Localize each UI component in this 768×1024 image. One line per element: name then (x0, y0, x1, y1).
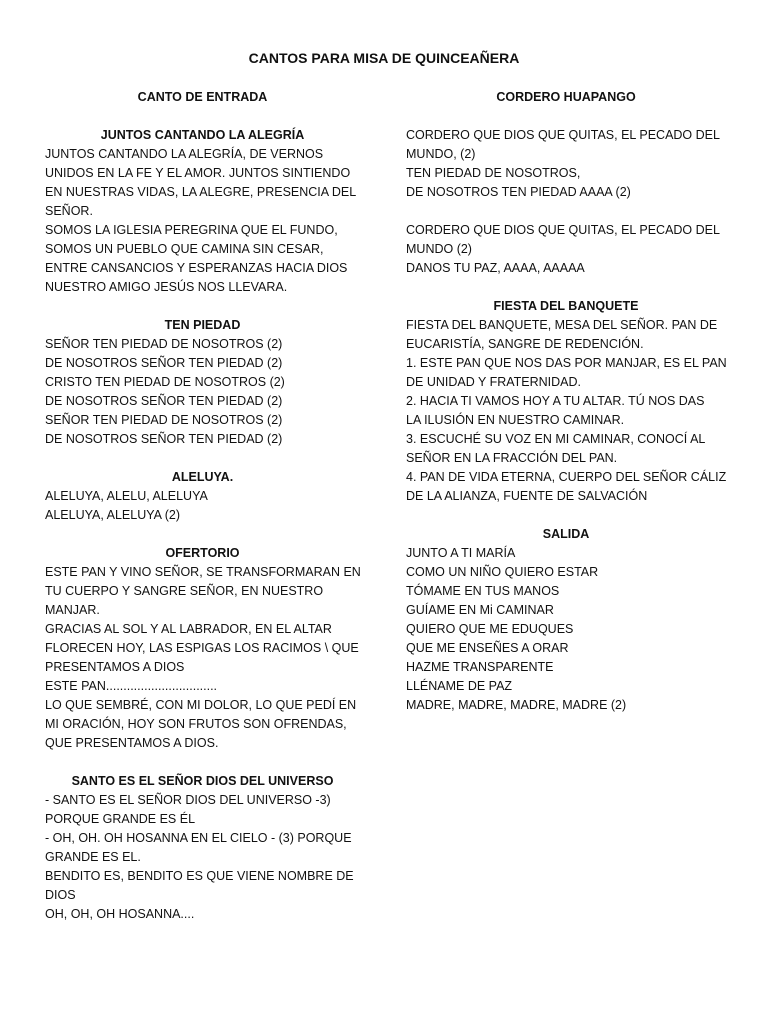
lyric-line: - OH, OH. OH HOSANNA EN EL CIELO - (3) PORQUE (45, 831, 352, 845)
lyric-line: 1. ESTE PAN QUE NOS DAS POR MANJAR, ES EL PAN (406, 356, 727, 370)
lyric-line: GUÍAME EN Mi CAMINAR (406, 603, 554, 617)
lyric-line: TEN PIEDAD DE NOSOTROS, (406, 166, 581, 180)
lyric-line: GRACIAS AL SOL Y AL LABRADOR, EN EL ALTAR (45, 622, 332, 636)
lyric-line: FIESTA DEL BANQUETE, MESA DEL SEÑOR. PAN DE (406, 318, 718, 332)
lyric-line: FLORECEN HOY, LAS ESPIGAS LOS RACIMOS \ QUE (45, 641, 359, 655)
lyric-line: LO QUE SEMBRÉ, CON MI DOLOR, LO QUE PEDÍ EN (45, 698, 357, 712)
lyric-line: SOMOS UN PUEBLO QUE CAMINA SIN CESAR, (45, 242, 324, 256)
lyric-line: DE NOSOTROS SEÑOR TEN PIEDAD (2) (45, 432, 283, 446)
lyric-line: PRESENTAMOS A DIOS (45, 660, 185, 674)
section-heading-ten-piedad: TEN PIEDAD (164, 318, 241, 332)
song-heading-juntos: JUNTOS CANTANDO LA ALEGRÍA (100, 128, 305, 142)
lyrics-salida (406, 544, 726, 715)
lyrics-cordero-2 (406, 221, 726, 278)
lyric-line: SOMOS LA IGLESIA PEREGRINA QUE EL FUNDO, (45, 223, 338, 237)
lyric-line: ESTE PAN................................ (45, 679, 218, 693)
lyric-line: MADRE, MADRE, MADRE, MADRE (2) (406, 698, 627, 712)
lyric-line: SEÑOR TEN PIEDAD DE NOSOTROS (2) (45, 337, 283, 351)
lyrics-cordero-1 (406, 126, 726, 202)
lyric-line: QUE PRESENTAMOS A DIOS. (45, 736, 219, 750)
lyric-line: HAZME TRANSPARENTE (406, 660, 554, 674)
lyrics-aleluya (45, 487, 360, 525)
lyric-line: QUE ME ENSEÑES A ORAR (406, 641, 569, 655)
lyric-line: CORDERO QUE DIOS QUE QUITAS, EL PECADO DEL (406, 128, 720, 142)
lyric-line: UNIDOS EN LA FE Y EL AMOR. JUNTOS SINTIENDO (45, 166, 351, 180)
lyrics-ten-piedad (45, 335, 360, 449)
section-heading-santo: SANTO ES EL SEÑOR DIOS DEL UNIVERSO (71, 774, 334, 788)
lyric-line: 3. ESCUCHÉ SU VOZ EN MI CAMINAR, CONOCÍ AL (406, 432, 706, 446)
lyric-line: ESTE PAN Y VINO SEÑOR, SE TRANSFORMARAN EN (45, 565, 361, 579)
section-heading-salida: SALIDA (542, 527, 590, 541)
lyric-line: ALELUYA, ALELUYA (2) (45, 508, 181, 522)
lyric-line: EN NUESTRAS VIDAS, LA ALEGRE, PRESENCIA DEL (45, 185, 357, 199)
lyric-line: DANOS TU PAZ, AAAA, AAAAA (406, 261, 585, 275)
lyric-line: GRANDE ES EL. (45, 850, 141, 864)
lyric-line: ENTRE CANSANCIOS Y ESPERANZAS HACIA DIOS (45, 261, 348, 275)
lyric-line: NUESTRO AMIGO JESÚS NOS LLEVARA. (45, 280, 288, 294)
lyric-line: BENDITO ES, BENDITO ES QUE VIENE NOMBRE DE (45, 869, 354, 883)
lyric-line: QUIERO QUE ME EDUQUES (406, 622, 574, 636)
left-column (45, 88, 360, 924)
lyric-line: DE NOSOTROS TEN PIEDAD AAAA (2) (406, 185, 631, 199)
lyric-line: - SANTO ES EL SEÑOR DIOS DEL UNIVERSO -3) (45, 793, 331, 807)
lyric-line: JUNTOS CANTANDO LA ALEGRÍA, DE VERNOS (45, 147, 324, 161)
lyric-line: 2. HACIA TI VAMOS HOY A TU ALTAR. TÚ NOS DAS (406, 394, 705, 408)
section-heading-ofertorio: OFERTORIO (165, 546, 240, 560)
section-heading-fiesta: FIESTA DEL BANQUETE (493, 299, 639, 313)
lyric-line: SEÑOR EN LA FRACCIÓN DEL PAN. (406, 451, 618, 465)
right-column (406, 88, 726, 715)
lyric-line: COMO UN NIÑO QUIERO ESTAR (406, 565, 599, 579)
lyric-line: DE UNIDAD Y FRATERNIDAD. (406, 375, 582, 389)
lyric-line: OH, OH, OH HOSANNA.... (45, 907, 195, 921)
lyric-line: TÓMAME EN TUS MANOS (406, 584, 560, 598)
lyric-line: TU CUERPO Y SANGRE SEÑOR, EN NUESTRO (45, 584, 324, 598)
lyric-line: DE NOSOTROS SEÑOR TEN PIEDAD (2) (45, 394, 283, 408)
lyric-line: PORQUE GRANDE ES ÉL (45, 812, 196, 826)
lyric-line: MUNDO (2) (406, 242, 472, 256)
lyric-line: CRISTO TEN PIEDAD DE NOSOTROS (2) (45, 375, 285, 389)
lyric-line: DE LA ALIANZA, FUENTE DE SALVACIÓN (406, 489, 648, 503)
lyric-line: JUNTO A TI MARÍA (406, 546, 516, 560)
section-heading-aleluya: ALELUYA. (171, 470, 234, 484)
lyric-line: SEÑOR TEN PIEDAD DE NOSOTROS (2) (45, 413, 283, 427)
lyric-line: DE NOSOTROS SEÑOR TEN PIEDAD (2) (45, 356, 283, 370)
lyrics-santo (45, 791, 360, 924)
lyrics-juntos (45, 145, 360, 297)
lyric-line: 4. PAN DE VIDA ETERNA, CUERPO DEL SEÑOR CÁLIZ (406, 470, 727, 484)
lyric-line: MI ORACIÓN, HOY SON FRUTOS SON OFRENDAS, (45, 717, 347, 731)
lyric-line: EUCARISTÍA, SANGRE DE REDENCIÓN. (406, 337, 644, 351)
lyrics-fiesta (406, 316, 726, 506)
page-title: CANTOS PARA MISA DE QUINCEAÑERA (248, 50, 520, 66)
lyric-line: LA ILUSIÓN EN NUESTRO CAMINAR. (406, 413, 625, 427)
lyric-line: LLÉNAME DE PAZ (406, 679, 513, 693)
lyric-line: ALELUYA, ALELU, ALELUYA (45, 489, 208, 503)
lyrics-ofertorio (45, 563, 360, 753)
lyric-line: MUNDO, (2) (406, 147, 476, 161)
section-heading-entrada: CANTO DE ENTRADA (137, 90, 268, 104)
lyric-line: MANJAR. (45, 603, 100, 617)
lyric-line: DIOS (45, 888, 76, 902)
lyric-line: SEÑOR. (45, 204, 93, 218)
section-heading-cordero: CORDERO HUAPANGO (496, 90, 636, 104)
lyric-line: CORDERO QUE DIOS QUE QUITAS, EL PECADO DEL (406, 223, 720, 237)
